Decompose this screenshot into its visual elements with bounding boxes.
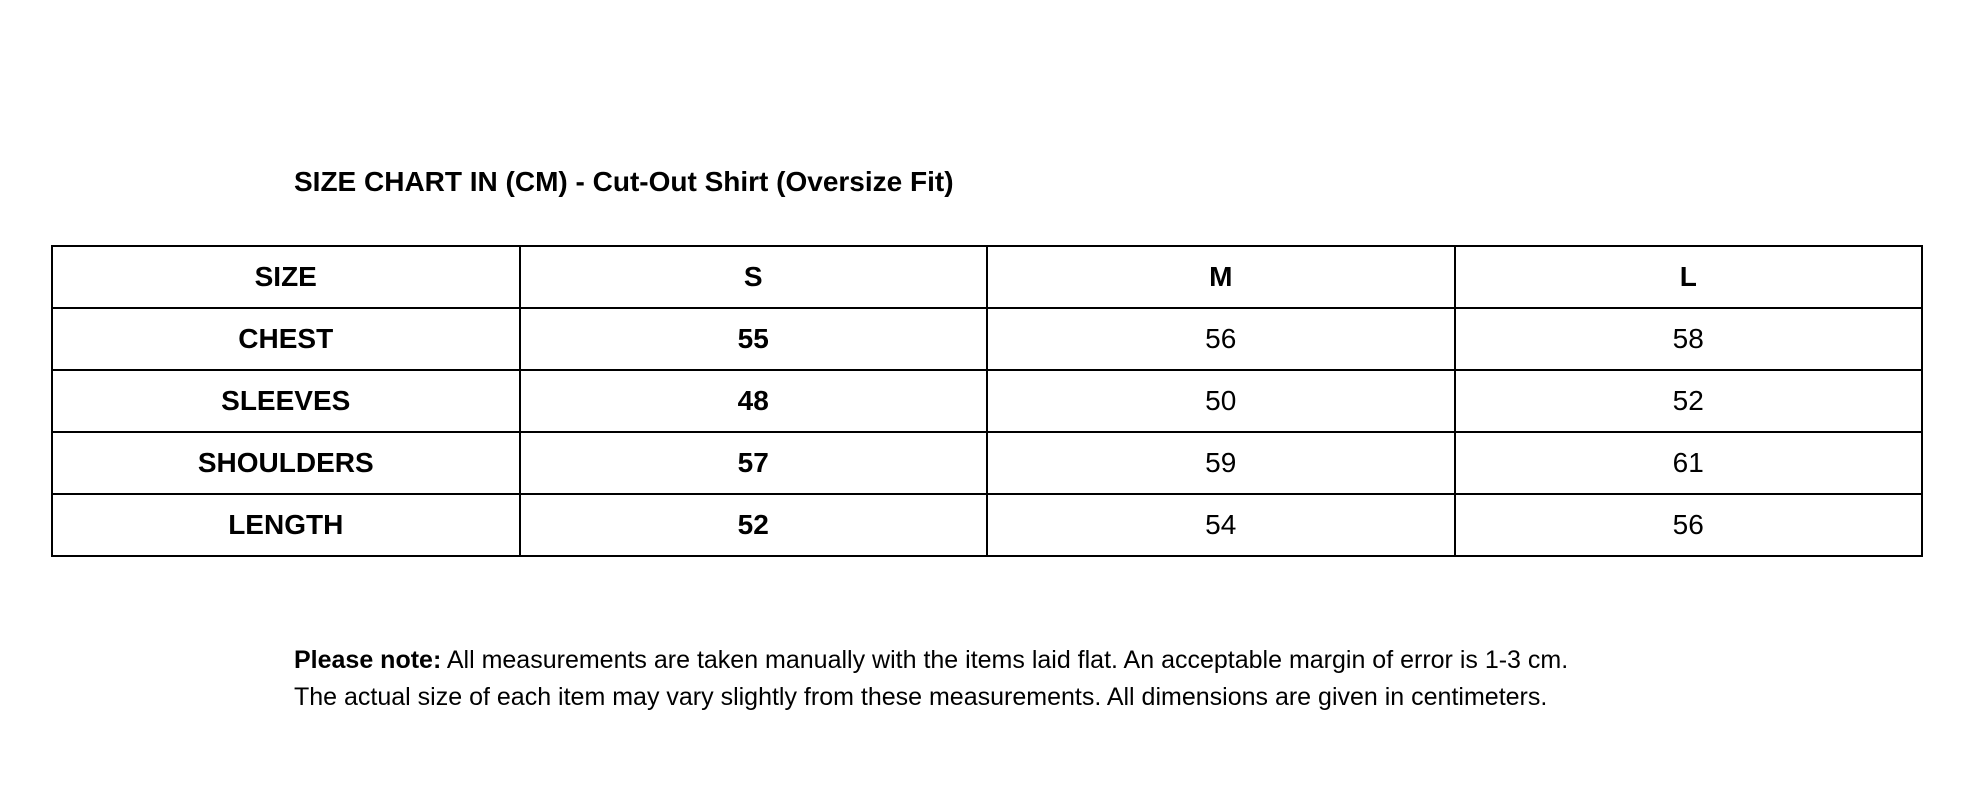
row-label-length: LENGTH	[52, 494, 520, 556]
cell-length-l: 56	[1455, 494, 1923, 556]
table-row	[52, 370, 1922, 432]
cell-shoulders-s: 57	[520, 432, 988, 494]
cell-shoulders-m: 59	[987, 432, 1455, 494]
measurement-note	[294, 642, 1568, 716]
table-row	[52, 494, 1922, 556]
cell-length-m: 54	[987, 494, 1455, 556]
row-label-shoulders: SHOULDERS	[52, 432, 520, 494]
note-prefix: Please note:	[294, 646, 442, 674]
row-label-sleeves: SLEEVES	[52, 370, 520, 432]
header-cell-l: L	[1455, 246, 1923, 308]
cell-length-s: 52	[520, 494, 988, 556]
note-line-1-text: All measurements are taken manually with the items laid flat. An acceptable margin of error is 1-3 cm.	[441, 646, 1569, 674]
table-header-row	[52, 246, 1922, 308]
size-chart-table	[51, 245, 1923, 557]
cell-sleeves-m: 50	[987, 370, 1455, 432]
cell-shoulders-l: 61	[1455, 432, 1923, 494]
cell-sleeves-s: 48	[520, 370, 988, 432]
size-chart-title: SIZE CHART IN (CM) - Cut-Out Shirt (Oversize Fit)	[294, 166, 954, 197]
header-cell-s: S	[520, 246, 988, 308]
header-cell-m: M	[987, 246, 1455, 308]
row-label-chest: CHEST	[52, 308, 520, 370]
note-line-1	[294, 642, 1568, 679]
note-line-2: The actual size of each item may vary slightly from these measurements. All dimensions are given in centimeters.	[294, 683, 1548, 711]
cell-chest-l: 58	[1455, 308, 1923, 370]
header-cell-size: SIZE	[52, 246, 520, 308]
cell-chest-s: 55	[520, 308, 988, 370]
table-row	[52, 308, 1922, 370]
table-row	[52, 432, 1922, 494]
cell-sleeves-l: 52	[1455, 370, 1923, 432]
cell-chest-m: 56	[987, 308, 1455, 370]
